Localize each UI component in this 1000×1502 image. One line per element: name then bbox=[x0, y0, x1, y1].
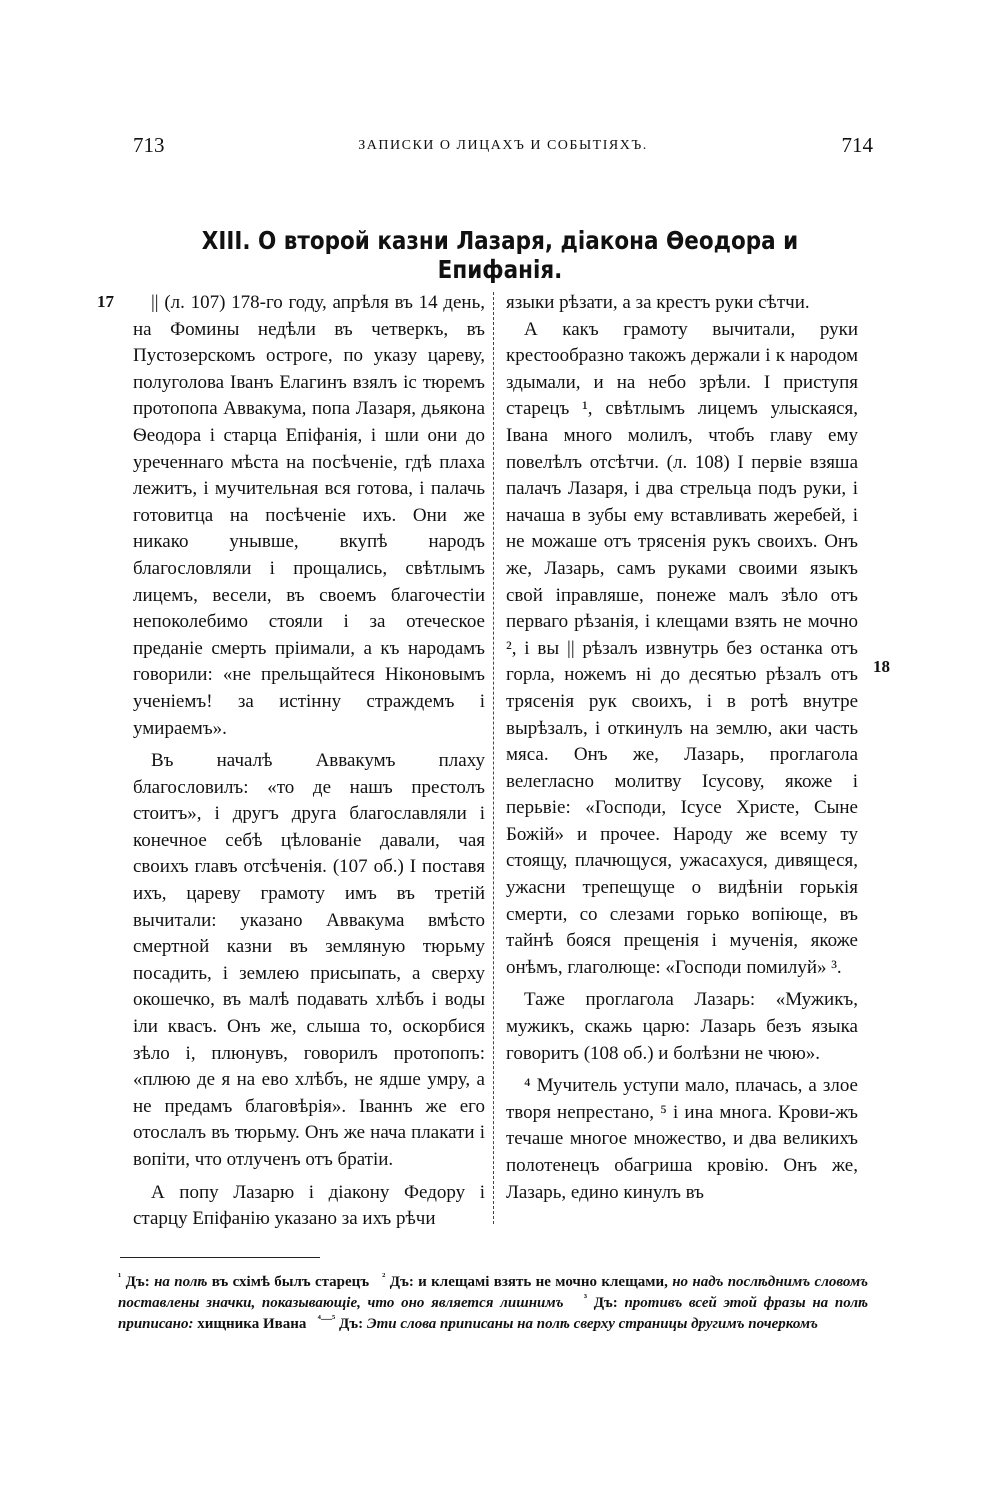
left-column bbox=[133, 290, 485, 1233]
footnote-3: $^{^3}$ Дъ: противъ всей этой фразы на полѣ приписано: хищника Ивана bbox=[118, 1292, 869, 1332]
footnote-4: $^{^4—^5}$ Дъ: Эти слова приписаны на полѣ сверху страницы другимъ почеркомъ bbox=[317, 1313, 818, 1332]
column-separator bbox=[493, 292, 494, 1224]
left-paragraph-1: || (л. 107) 178-го году, апрѣля въ 14 день, на Фомины недѣли въ четверкъ, въ Пустозерскомъ остроге, по указу цареву, полуголова Іванъ Елагинъ взялъ іс тюремъ протопопа Аввакума, попа Лазаря, дьякона Ѳеодора і старца Епіфанія, і шли они до уреченнаго мѣста на посѣченіе, гдѣ плаха лежитъ, і мучительная вся готова, і палачь готовитца на посѣченіе ихъ. Они же никако унывше, вкупѣ народъ благословляли і прощались, свѣтлымъ лицемъ, весели, въ своемъ благочестіи непоколебимо стояли і за отеческое преданіе смерть пріимали, а къ народамъ говорили: «не прельщайтеся Ніконовымъ ученіемъ! за истінну страждемъ і умираемъ». bbox=[133, 292, 485, 739]
running-head bbox=[133, 133, 873, 163]
margin-number-right: 18 bbox=[873, 657, 890, 676]
right-paragraph-2: А какъ грамоту вычитали, руки крестообразно такожъ держали і к народом здымали, и на небо зрѣли. І приступя старецъ ¹, свѣтлымъ лицемъ улыскаяся, Івана много молилъ, чтобъ главу ему повелѣлъ отсѣтчи. (л. 108) І первіе взяша палачъ Лазаря, і два стрельца подъ руки, і начаша в зубы ему вставливать жеребей, і не можаше отъ трясенія рукъ своихъ. Онъ же, Лазарь, самъ руками своими языкъ свой іправляше, понеже малъ зѣло отъ перваго рѣзанія, і клещами взять не мочно ², і вы || рѣзалъ извнутрь без останка отъ горла, ножемъ ні до десятью рѣзалъ отъ трясенія рук своихъ, і в ротѣ внутре вырѣзалъ, і откинулъ на землю, аки часть мяса. Онъ же, Лазарь, проглагола велегласно молитву Ісусову, якоже і перьвіе: «Господи, Ісусе Христе, Сыне Божій» и прочее. Народу же всему ту стоящу, плачющуся, ужасахуся, дивящеся, ужасни трепещуще о видѣніи горькія смерти, со слезами горько вопіюще, въ тайнѣ бояся прещенія і мученія, якоже онѣмъ, глаголюще: «Господи помилуй» ³. bbox=[506, 318, 858, 978]
page-number-left: 713 bbox=[133, 133, 165, 157]
section-title: XIII. О второй казни Лазаря, діакона Ѳеодора и Епифанія. bbox=[201, 226, 799, 284]
footnotes bbox=[118, 1272, 868, 1335]
left-paragraph-2: Въ началѣ Аввакумъ плаху благословилъ: «то де нашъ престолъ стоитъ», і другъ друга благославляли і конечное себѣ цѣлованіе давали, чая своихъ главъ отсѣченія. (107 об.) І поставя ихъ, цареву грамоту имъ въ третій вычитали: указано Аввакума вмѣсто смертной казни въ земляную тюрьму посадить, і землею присыпать, а сверху окошечко, въ малѣ подавать хлѣбъ і воды іли квасъ. Онъ же, слыша то, оскорбися зѣло і, плюнувъ, говорилъ протопопъ: «плюю де я на ево хлѣбъ, не ядше умру, а не предамъ благовѣрія». Іваннъ же его отослалъ въ тюрьму. Онъ же нача плакати і вопіти, что отлученъ отъ братіи. bbox=[133, 750, 485, 1170]
left-paragraph-3: А попу Лазарю і діакону Федору і старцу Епіфанію указано за ихъ рѣчи bbox=[133, 1181, 485, 1230]
margin-number-left: 17 bbox=[97, 292, 114, 311]
running-title: ЗАПИСКИ О ЛИЦАХЪ И СОБЫТІЯХЪ. bbox=[358, 138, 648, 153]
right-column bbox=[506, 290, 858, 1206]
right-paragraph-4: ⁴ Мучитель уступи мало, плачась, а злое творя непрестано, ⁵ і ина многа. Крови-жъ течаше многое множество, и два великихъ полотенецъ обагриша кровію. Онъ же, Лазарь, едино кинулъ въ bbox=[506, 1075, 858, 1203]
footnote-1: $^{^1}$ Дъ: на полѣ въ схімѣ былъ старецъ bbox=[118, 1271, 370, 1290]
page-number-right: 714 bbox=[841, 133, 873, 157]
right-paragraph-1: языки рѣзати, а за крестъ руки сѣтчи. bbox=[506, 292, 810, 313]
footnote-2: $^{^2}$ Дъ: и клещамі взять не мочно клещами, но надъ послѣднимъ словомъ поставлены значки, показывающіе, что оно является лишнимъ bbox=[118, 1271, 869, 1311]
footnote-rule bbox=[120, 1257, 320, 1258]
right-paragraph-3: Таже проглагола Лазарь: «Мужикъ, мужикъ, скажь царю: Лазарь безъ языка говоритъ (108 об.) и болѣзни не чюю». bbox=[506, 989, 858, 1064]
